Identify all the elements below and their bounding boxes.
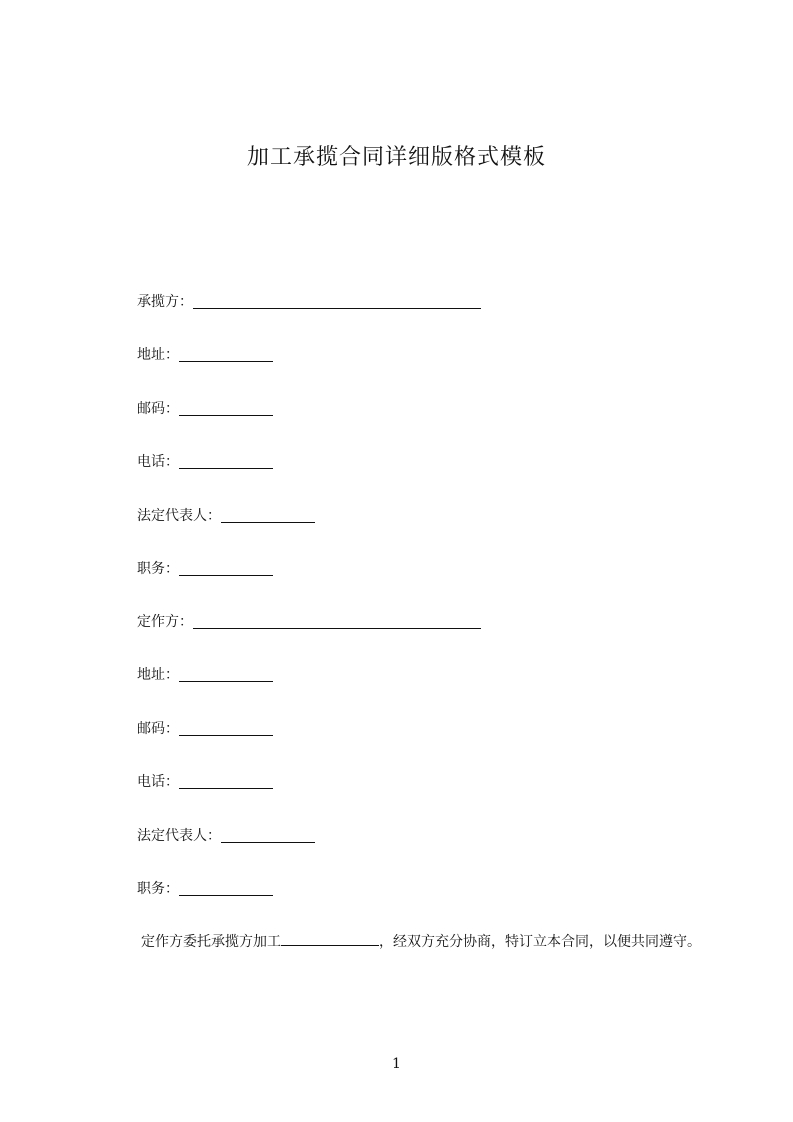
contractor-phone-blank[interactable] xyxy=(179,454,273,469)
processing-item-blank[interactable] xyxy=(281,933,379,946)
client-phone-blank[interactable] xyxy=(179,774,273,789)
contractor-postcode-field xyxy=(137,399,273,419)
contractor-phone-label: 电话： xyxy=(137,454,179,470)
client-position-label: 职务： xyxy=(137,881,179,897)
contractor-postcode-blank[interactable] xyxy=(179,401,273,416)
contractor-postcode-label: 邮码： xyxy=(137,401,179,417)
contractor-address-label: 地址： xyxy=(137,347,179,363)
client-position-field xyxy=(137,879,273,899)
client-legal-rep-field xyxy=(137,826,315,846)
client-phone-field xyxy=(137,772,273,792)
client-postcode-label: 邮码： xyxy=(137,721,179,737)
client-legal-rep-label: 法定代表人： xyxy=(137,828,221,844)
client-address-field xyxy=(137,665,273,685)
contractor-party-field xyxy=(137,292,481,312)
contractor-legal-rep-label: 法定代表人： xyxy=(137,508,221,524)
client-address-blank[interactable] xyxy=(179,667,273,682)
client-position-blank[interactable] xyxy=(179,881,273,896)
client-party-label: 定作方： xyxy=(137,614,193,630)
agreement-paragraph xyxy=(105,929,705,955)
contractor-phone-field xyxy=(137,452,273,472)
client-party-field xyxy=(137,612,481,632)
document-title: 加工承揽合同详细版格式模板 xyxy=(246,145,546,170)
contractor-address-blank[interactable] xyxy=(179,347,273,362)
paragraph-part2: ，经双方充分协商，特订立本合同，以便共同遵守。 xyxy=(379,934,701,950)
contractor-address-field xyxy=(137,345,273,365)
client-phone-label: 电话： xyxy=(137,774,179,790)
contractor-legal-rep-blank[interactable] xyxy=(221,508,315,523)
paragraph-part1: 定作方委托承揽方加工 xyxy=(141,934,281,950)
contractor-position-blank[interactable] xyxy=(179,561,273,576)
contractor-party-label: 承揽方： xyxy=(137,294,193,310)
client-postcode-field xyxy=(137,719,273,739)
client-legal-rep-blank[interactable] xyxy=(221,828,315,843)
contractor-legal-rep-field xyxy=(137,506,315,526)
client-postcode-blank[interactable] xyxy=(179,721,273,736)
client-address-label: 地址： xyxy=(137,667,179,683)
client-party-blank[interactable] xyxy=(193,614,481,629)
contractor-party-blank[interactable] xyxy=(193,294,481,309)
contractor-position-label: 职务： xyxy=(137,561,179,577)
contractor-position-field xyxy=(137,559,273,579)
page-number: 1 xyxy=(392,1056,401,1072)
